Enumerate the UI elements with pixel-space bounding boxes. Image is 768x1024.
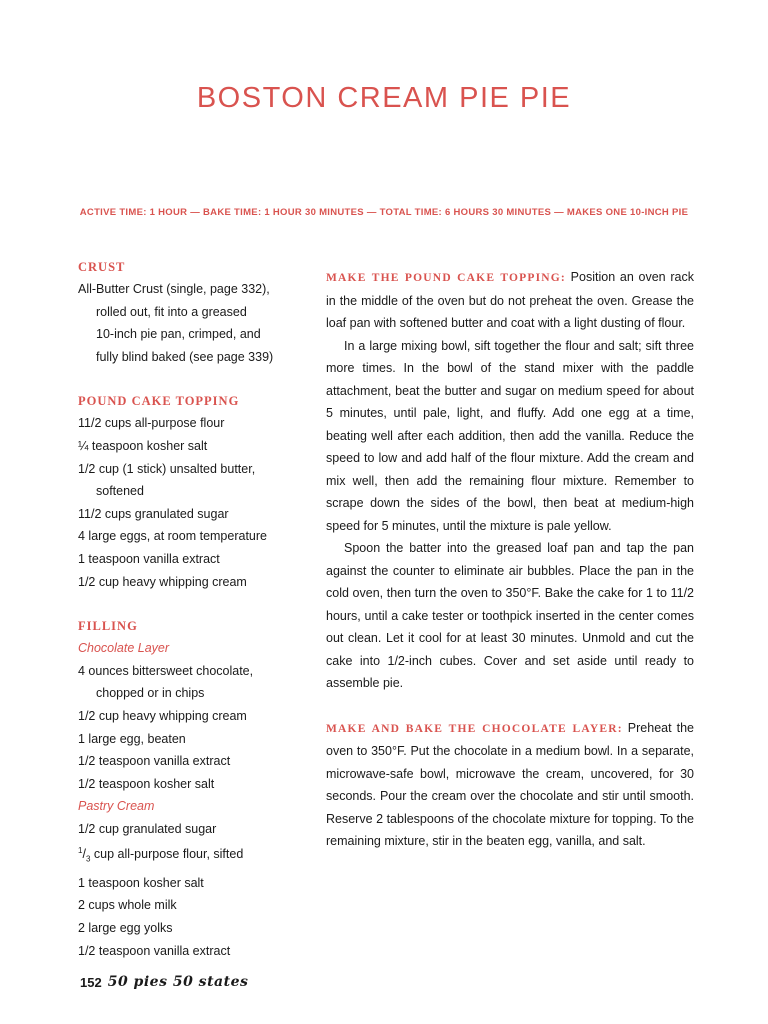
method-paragraph: MAKE THE POUND CAKE TOPPING: Position an oven rack in the middle of the oven but do not preheat the oven. Grease the loaf pan with softened butter and coat with a light dusting of flour. xyxy=(326,270,694,330)
ingredient-item: 1 large egg, beaten xyxy=(78,731,186,746)
ingredient-item: 1/2 teaspoon kosher salt xyxy=(78,776,215,791)
ingredient-item: 2 large egg yolks xyxy=(78,920,173,935)
book-brand-logo: 50 pies 50 states xyxy=(107,974,249,990)
crust-heading: CRUST xyxy=(78,260,126,274)
ingredient-item: All-Butter Crust (single, page 332), rolled out, fit into a greased 10-inch pie pan, crimped, and fully blind baked (see page 339) xyxy=(78,282,274,364)
method-paragraph: MAKE AND BAKE THE CHOCOLATE LAYER: Preheat the oven to 350°F. Put the chocolate in a medium bowl. In a separate, microwave-safe bowl, microwave the cream, uncovered, for 30 seconds. Pour the cream over the chocolate and stir until smooth. Reserve 2 tablespoons of the chocolate mixture for topping. To the remaining mixture, stir in the beaten egg, vanilla, and salt. xyxy=(326,720,694,848)
pound-cake-heading: POUND CAKE TOPPING xyxy=(78,394,240,409)
ingredient-item: 2 cups whole milk xyxy=(78,898,177,913)
ingredient-item: ¼ teaspoon kosher salt xyxy=(78,438,208,453)
ingredient-item: 1 teaspoon kosher salt xyxy=(78,875,204,890)
ingredient-item: 1/2 cup heavy whipping cream xyxy=(78,574,247,589)
pound-cake-step-heading: MAKE THE POUND CAKE TOPPING: xyxy=(326,272,566,284)
ingredient-item: 4 large eggs, at room temperature xyxy=(78,529,267,544)
ingredient-item: 11/2 cups all-purpose flour xyxy=(78,416,225,431)
method-column xyxy=(326,266,694,853)
ingredients-column xyxy=(78,256,298,962)
ingredient-item: 1/2 cup granulated sugar xyxy=(78,821,217,836)
recipe-title: BOSTON CREAM PIE PIE xyxy=(196,82,572,114)
ingredient-item: 1/2 cup (1 stick) unsalted butter, softened xyxy=(78,461,256,499)
ingredient-item: 1/2 teaspoon vanilla extract xyxy=(78,943,231,958)
pastry-cream-subheading: Pastry Cream xyxy=(78,799,155,814)
recipe-times: ACTIVE TIME: 1 HOUR — BAKE TIME: 1 HOUR 30 MINUTES — TOTAL TIME: 6 HOURS 30 MINUTES — MAKES ONE 10-INCH PIE xyxy=(79,207,689,218)
page-footer xyxy=(80,974,248,990)
chocolate-layer-step-heading: MAKE AND BAKE THE CHOCOLATE LAYER: xyxy=(326,722,623,735)
page-number: 152 xyxy=(80,974,102,990)
filling-heading: FILLING xyxy=(78,619,138,634)
method-paragraph: Spoon the batter into the greased loaf pan and tap the pan against the counter to eliminate air bubbles. Place the pan in the cold oven, then turn the oven to 350°F. Bake the cake for 1 to 11/2 hours, until a cake tester or toothpick inserted in the center comes out clean. Let it cool for at least 30 minutes. Unmold and cut the cake into 1/2-inch cubes. Cover and set aside until ready to assemble pie. xyxy=(326,541,694,690)
ingredient-item: 1/2 teaspoon vanilla extract xyxy=(78,754,231,769)
method-paragraph: In a large mixing bowl, sift together the flour and salt; sift three more times. In the bowl of the stand mixer with the paddle attachment, beat the butter and sugar on medium speed for about 5 minutes, until pale, light, and fluffy. Add one egg at a time, beating well after each addition, then add the vanilla. Reduce the speed to low and add half of the flour mixture. Add the cream and mix well, then add the remaining flour mixture. Remember to scrape down the sides of the bowl, then beat at medium-high speed for 5 minutes, until the mixture is pale yellow. xyxy=(326,338,694,533)
ingredient-item: 1 teaspoon vanilla extract xyxy=(78,551,220,566)
ingredient-item: 11/2 cups granulated sugar xyxy=(78,506,229,521)
ingredient-item: $^1/_3$ cup all-purpose flour, sifted xyxy=(78,846,244,865)
ingredient-item: 4 ounces bittersweet chocolate, chopped or in chips xyxy=(78,663,254,701)
ingredient-item: 1/2 cup heavy whipping cream xyxy=(78,708,247,723)
chocolate-layer-subheading: Chocolate Layer xyxy=(78,641,170,656)
